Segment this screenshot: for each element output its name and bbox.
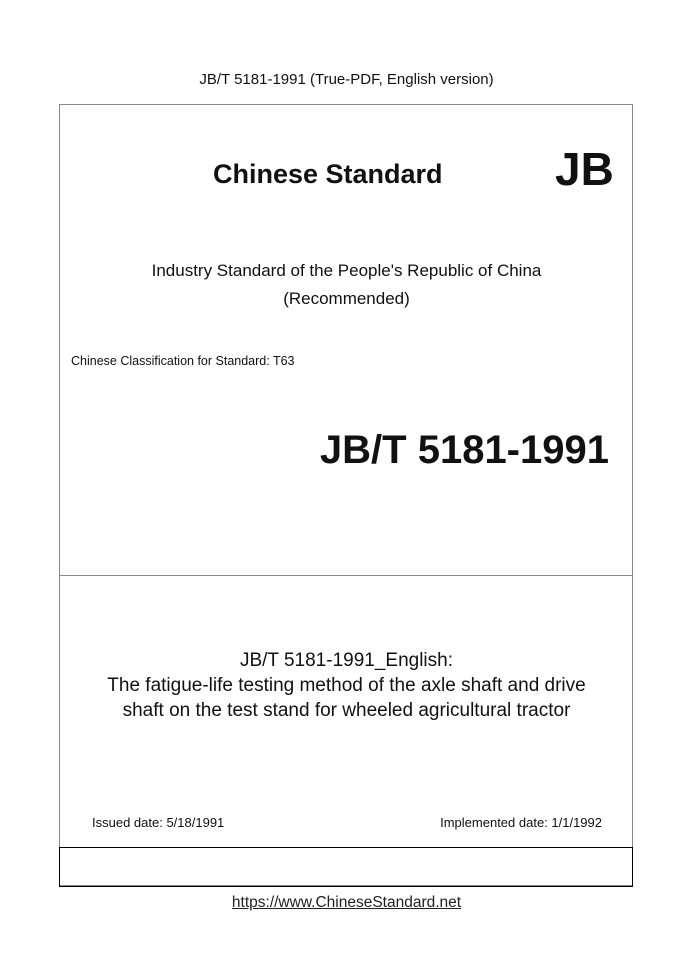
section-divider [60,575,632,576]
standard-code: JB [555,143,614,195]
subtitle-line-1: Industry Standard of the People's Republic of China [151,261,542,280]
subtitle [0,257,693,313]
standard-label: Chinese Standard [213,159,443,189]
footer-link-container [0,893,693,913]
cover-frame [59,104,633,886]
description-line-2: The fatigue-life testing method of the axle shaft and drive [107,675,586,696]
issued-date: Issued date: 5/18/1991 [92,815,225,830]
implemented-date: Implemented date: 1/1/1992 [440,815,602,830]
classification-text: Chinese Classification for Standard: T63 [71,354,295,368]
description-line-3: shaft on the test stand for wheeled agricultural tractor [122,700,571,721]
subtitle-line-2: (Recommended) [283,289,410,308]
website-link[interactable]: https://www.ChineseStandard.net [231,894,462,911]
description-line-1: JB/T 5181-1991_English: [239,650,454,671]
document-header: JB/T 5181-1991 (True-PDF, English version) [199,71,494,88]
footer-box [59,847,633,887]
standard-number: JB/T 5181-1991 [319,428,609,472]
standard-description [0,648,693,723]
